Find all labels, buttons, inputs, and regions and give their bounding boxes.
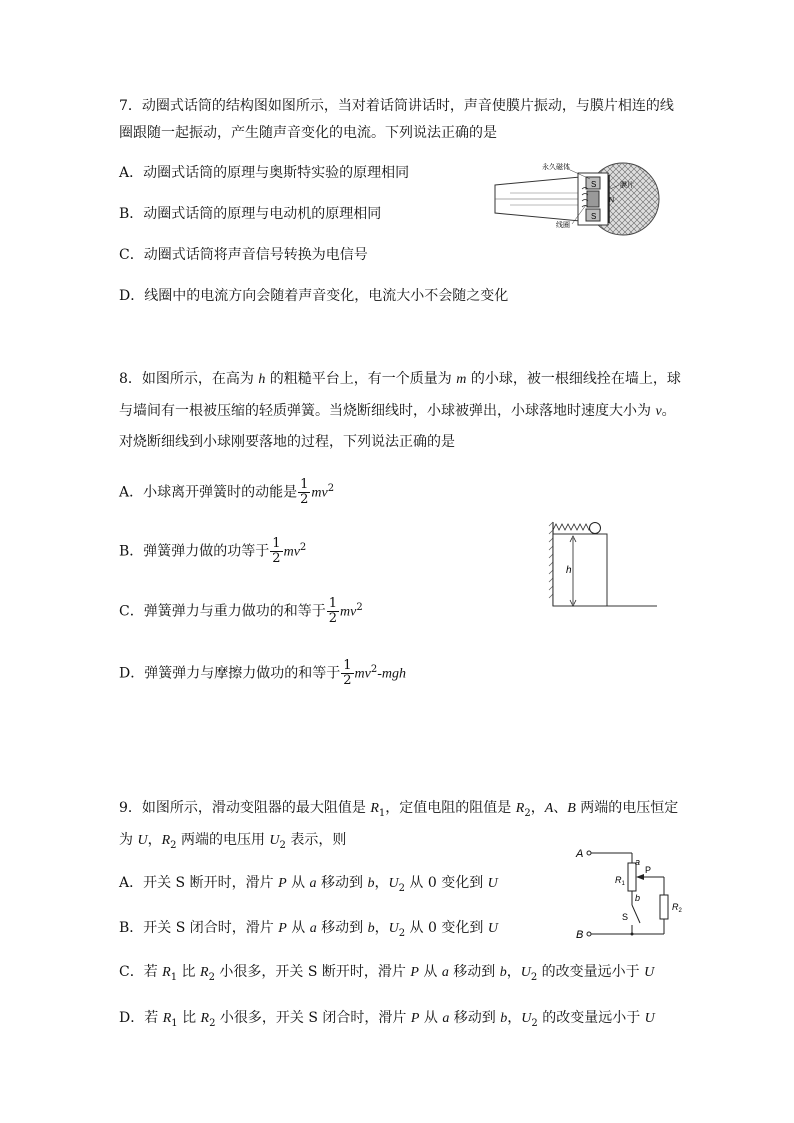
fig-r2-label: $R_2$: [672, 902, 682, 914]
q9-stem-line2: 为 U，$R_2$ 两端的电压用 $U_2$ 表示，则: [119, 832, 347, 851]
fig-membrane-label: 膜片: [620, 182, 634, 189]
q7-option-d[interactable]: D．线圈中的电流方向会随着声音变化，电流大小不会随之变化: [119, 288, 509, 304]
fig-switch-s: S: [622, 912, 629, 922]
q7-option-c[interactable]: C．动圈式话筒将声音信号转换为电信号: [119, 247, 368, 263]
q7-option-b[interactable]: B．动圈式话筒的原理与电动机的原理相同: [119, 206, 382, 222]
fig-h-label: h: [566, 565, 572, 576]
fig-coil-label: 线圈: [556, 222, 570, 229]
microphone-figure: [490, 157, 670, 243]
q9-option-d[interactable]: D．若 $R_1$ 比 $R_2$ 小很多，开关 S 闭合时，滑片 P 从 a 移动到 b，$U_2$ 的改变量远小于 U: [119, 1010, 655, 1029]
fraction-half: $\frac{1}{2}$: [328, 596, 337, 626]
q9-stem-line1: 9．如图所示，滑动变阻器的最大阻值是 $R_1$，定值电阻的阻值是 $R_2$，A、B 两端的电压恒定: [119, 800, 679, 819]
fig-magnet-label: 永久磁体: [542, 164, 570, 171]
q8-option-a[interactable]: A．小球离开弹簧时的动能是 $\frac{1}{2}$ $mv^2$: [119, 477, 335, 507]
fraction-half: $\frac{1}{2}$: [343, 658, 352, 688]
q9-option-c[interactable]: C．若 $R_1$ 比 $R_2$ 小很多，开关 S 断开时，滑片 P 从 a 移动到 b，$U_2$ 的改变量远小于 U: [119, 964, 655, 983]
q8-stem-line1: 8．如图所示，在高为 h 的粗糙平台上，有一个质量为 m 的小球，被一根细线拴在墙上，球: [119, 371, 681, 387]
q9-option-a[interactable]: A．开关 S 断开时，滑片 P 从 a 移动到 b，$U_2$ 从 0 变化到 U: [119, 875, 498, 894]
fig-r1-label: $R_1$: [615, 875, 625, 887]
circuit-figure: [572, 843, 694, 943]
fig-s-bottom-label: S: [591, 212, 597, 221]
fig-end-b: b: [635, 893, 641, 903]
q7-stem-line1: 7．动圈式话筒的结构图如图所示，当对着话筒讲话时，声音使膜片振动，与膜片相连的线: [119, 98, 674, 114]
fraction-half: $\frac{1}{2}$: [300, 477, 309, 507]
fig-end-a: a: [635, 857, 641, 867]
fraction-half: $\frac{1}{2}$: [272, 536, 281, 566]
fig-n-label: N: [609, 197, 615, 204]
q7-stem-line2: 圈跟随一起振动，产生随声音变化的电流。下列说法正确的是: [119, 125, 497, 141]
fig-s-top-label: S: [591, 180, 597, 189]
q8-option-b[interactable]: B．弹簧弹力做的功等于 $\frac{1}{2}$ $mv^2$: [119, 536, 307, 566]
q8-stem-line3: 对烧断细线到小球刚要落地的过程，下列说法正确的是: [119, 434, 455, 450]
platform-spring-figure: [545, 518, 660, 610]
q8-option-c[interactable]: C．弹簧弹力与重力做功的和等于 $\frac{1}{2}$ $mv^2$: [119, 596, 363, 626]
fig-slider-p: P: [645, 865, 652, 875]
fig-terminal-a: A: [576, 848, 584, 860]
q9-option-b[interactable]: B．开关 S 闭合时，滑片 P 从 a 移动到 b，$U_2$ 从 0 变化到 U: [119, 920, 498, 939]
fig-terminal-b: B: [576, 929, 584, 941]
q7-option-a[interactable]: A．动圈式话筒的原理与奥斯特实验的原理相同: [119, 165, 410, 181]
q8-stem-line2: 与墙间有一根被压缩的轻质弹簧。当烧断细线时，小球被弹出，小球落地时速度大小为 v。: [119, 403, 676, 419]
q8-option-d[interactable]: D．弹簧弹力与摩擦力做功的和等于 $\frac{1}{2}$ $mv^2$-mgh: [119, 658, 406, 688]
